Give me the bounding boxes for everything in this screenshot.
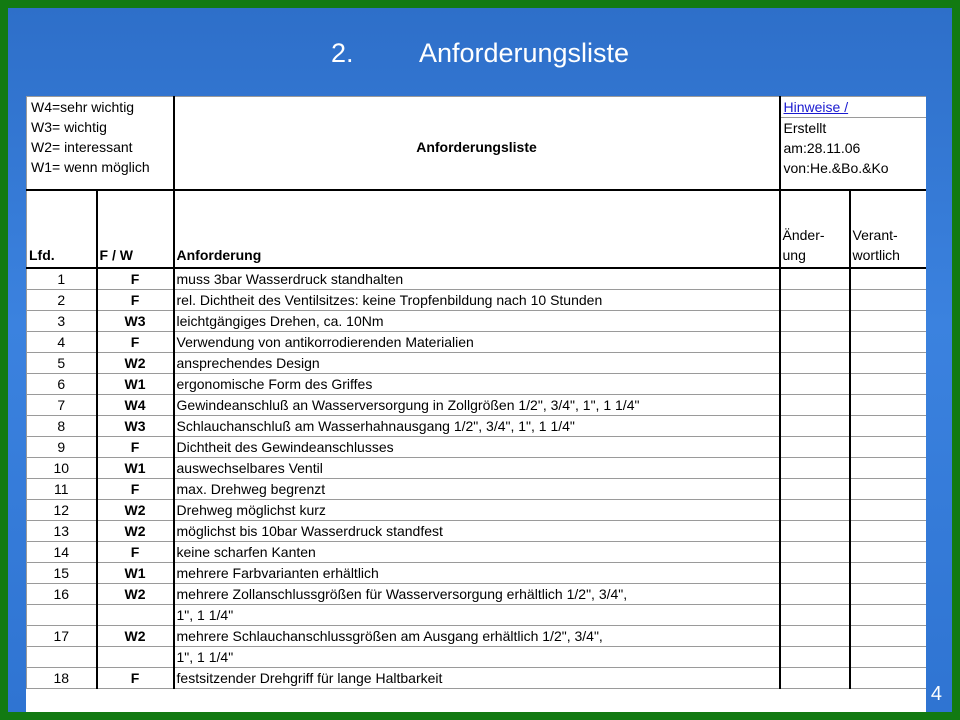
row-fw: F (97, 668, 174, 689)
row-lfd: 6 (27, 374, 97, 395)
slide-number: 2. (330, 38, 354, 68)
row-lfd: 4 (27, 332, 97, 353)
table-row (27, 437, 927, 458)
row-fw (97, 647, 174, 668)
row-anforderung: möglichst bis 10bar Wasserdruck standfest (174, 521, 780, 542)
row-verantwortlich (850, 374, 926, 395)
header-aenderung-line2: ung (782, 247, 806, 263)
slide-title (8, 38, 952, 69)
row-fw: W4 (97, 395, 174, 416)
row-anforderung: rel. Dichtheit des Ventilsitzes: keine Tropfenbildung nach 10 Stunden (174, 290, 780, 311)
row-fw: F (97, 332, 174, 353)
row-anforderung: Verwendung von antikorrodierenden Materialien (174, 332, 780, 353)
row-lfd: 12 (27, 500, 97, 521)
row-lfd: 18 (27, 668, 97, 689)
table-row (27, 268, 927, 290)
row-anforderung: Drehweg möglichst kurz (174, 500, 780, 521)
row-lfd: 10 (27, 458, 97, 479)
header-aenderung-line1: Änder- (782, 227, 825, 243)
row-anforderung: leichtgängiges Drehen, ca. 10Nm (174, 311, 780, 332)
row-anforderung: auswechselbares Ventil (174, 458, 780, 479)
row-fw: W1 (97, 374, 174, 395)
row-aenderung (780, 458, 850, 479)
table-row (27, 668, 927, 689)
table-row (27, 290, 927, 311)
row-verantwortlich (850, 521, 926, 542)
header-anforderung: Anforderung (174, 190, 780, 268)
header-lfd: Lfd. (27, 190, 97, 268)
page-number: 4 (930, 683, 942, 705)
row-anforderung: ansprechendes Design (174, 353, 780, 374)
created-label: Erstellt (783, 120, 827, 136)
row-fw: W3 (97, 416, 174, 437)
row-verantwortlich (850, 605, 926, 626)
row-fw: W1 (97, 563, 174, 584)
row-lfd: 1 (27, 268, 97, 290)
row-lfd: 11 (27, 479, 97, 500)
row-verantwortlich (850, 584, 926, 605)
row-verantwortlich (850, 668, 926, 689)
row-anforderung: 1", 1 1/4" (174, 647, 780, 668)
row-aenderung (780, 521, 850, 542)
requirements-table (26, 96, 926, 689)
row-aenderung (780, 416, 850, 437)
row-fw: F (97, 268, 174, 290)
table-row (27, 332, 927, 353)
table-row (27, 458, 927, 479)
row-verantwortlich (850, 290, 926, 311)
row-lfd (27, 647, 97, 668)
header-verantwortlich-line2: wortlich (852, 247, 900, 263)
legend-w1: W1= wenn möglich (31, 159, 150, 175)
slide-title-text: Anforderungsliste (418, 38, 630, 68)
row-verantwortlich (850, 542, 926, 563)
table-row (27, 395, 927, 416)
table-row (27, 500, 927, 521)
row-anforderung: festsitzender Drehgriff für lange Haltbarkeit (174, 668, 780, 689)
requirements-rows (27, 268, 927, 689)
table-row (27, 353, 927, 374)
row-verantwortlich (850, 500, 926, 521)
row-verantwortlich (850, 353, 926, 374)
row-aenderung (780, 563, 850, 584)
row-lfd: 8 (27, 416, 97, 437)
row-lfd (27, 605, 97, 626)
row-verantwortlich (850, 563, 926, 584)
row-lfd: 16 (27, 584, 97, 605)
row-anforderung: 1", 1 1/4" (174, 605, 780, 626)
row-anforderung: ergonomische Form des Griffes (174, 374, 780, 395)
row-fw: W2 (97, 584, 174, 605)
table-row (27, 521, 927, 542)
row-fw: F (97, 542, 174, 563)
row-anforderung: mehrere Zollanschlussgrößen für Wasserversorgung erhältlich 1/2", 3/4", (174, 584, 780, 605)
row-lfd: 5 (27, 353, 97, 374)
created-date: am:28.11.06 (783, 140, 861, 156)
row-aenderung (780, 500, 850, 521)
row-anforderung: Schlauchanschluß am Wasserhahnausgang 1/2", 3/4", 1", 1 1/4" (174, 416, 780, 437)
row-anforderung: mehrere Schlauchanschlussgrößen am Ausgang erhältlich 1/2", 3/4", (174, 626, 780, 647)
row-aenderung (780, 647, 850, 668)
column-header-row (27, 190, 927, 268)
legend-w2: W2= interessant (31, 139, 133, 155)
sheet-header-row (27, 97, 927, 191)
slide (8, 8, 952, 712)
table-row (27, 542, 927, 563)
row-anforderung: Dichtheit des Gewindeanschlusses (174, 437, 780, 458)
legend-w3: W3= wichtig (31, 119, 107, 135)
row-verantwortlich (850, 479, 926, 500)
row-verantwortlich (850, 268, 926, 290)
row-aenderung (780, 395, 850, 416)
row-lfd: 9 (27, 437, 97, 458)
table-row (27, 605, 927, 626)
row-aenderung (780, 311, 850, 332)
row-fw: W1 (97, 458, 174, 479)
row-lfd: 3 (27, 311, 97, 332)
row-fw: F (97, 290, 174, 311)
row-verantwortlich (850, 647, 926, 668)
table-row (27, 479, 927, 500)
row-aenderung (780, 605, 850, 626)
row-fw: W3 (97, 311, 174, 332)
row-fw: W2 (97, 353, 174, 374)
row-aenderung (780, 584, 850, 605)
table-row (27, 374, 927, 395)
header-verantwortlich (850, 190, 926, 268)
priority-legend (27, 97, 174, 191)
row-anforderung: keine scharfen Kanten (174, 542, 780, 563)
table-row (27, 416, 927, 437)
row-fw: W2 (97, 500, 174, 521)
table-row (27, 563, 927, 584)
row-verantwortlich (850, 458, 926, 479)
row-fw (97, 605, 174, 626)
row-verantwortlich (850, 437, 926, 458)
table-row (27, 647, 927, 668)
row-verantwortlich (850, 311, 926, 332)
row-aenderung (780, 668, 850, 689)
row-anforderung: Gewindeanschluß an Wasserversorgung in Zollgrößen 1/2", 3/4", 1", 1 1/4" (174, 395, 780, 416)
sheet-title: Anforderungsliste (174, 97, 780, 191)
table-row (27, 311, 927, 332)
row-fw: W2 (97, 626, 174, 647)
row-aenderung (780, 290, 850, 311)
legend-w4: W4=sehr wichtig (31, 99, 135, 115)
row-lfd: 2 (27, 290, 97, 311)
row-verantwortlich (850, 626, 926, 647)
table-row (27, 626, 927, 647)
row-lfd: 14 (27, 542, 97, 563)
header-fw: F / W (97, 190, 174, 268)
meta-info (780, 97, 926, 191)
row-lfd: 17 (27, 626, 97, 647)
row-anforderung: muss 3bar Wasserdruck standhalten (174, 268, 780, 290)
row-aenderung (780, 626, 850, 647)
row-verantwortlich (850, 332, 926, 353)
row-lfd: 13 (27, 521, 97, 542)
hinweise-link[interactable]: Hinweise / (783, 99, 849, 115)
header-aenderung (780, 190, 850, 268)
table-row (27, 584, 927, 605)
row-fw: F (97, 437, 174, 458)
row-aenderung (780, 374, 850, 395)
row-anforderung: max. Drehweg begrenzt (174, 479, 780, 500)
header-verantwortlich-line1: Verant- (852, 227, 898, 243)
row-aenderung (780, 268, 850, 290)
row-aenderung (780, 479, 850, 500)
row-verantwortlich (850, 416, 926, 437)
row-anforderung: mehrere Farbvarianten erhältlich (174, 563, 780, 584)
row-aenderung (780, 332, 850, 353)
created-by: von:He.&Bo.&Ko (783, 160, 889, 176)
row-aenderung (780, 542, 850, 563)
row-lfd: 15 (27, 563, 97, 584)
row-verantwortlich (850, 395, 926, 416)
row-lfd: 7 (27, 395, 97, 416)
row-fw: F (97, 479, 174, 500)
row-aenderung (780, 353, 850, 374)
requirements-sheet (26, 96, 926, 712)
row-fw: W2 (97, 521, 174, 542)
row-aenderung (780, 437, 850, 458)
